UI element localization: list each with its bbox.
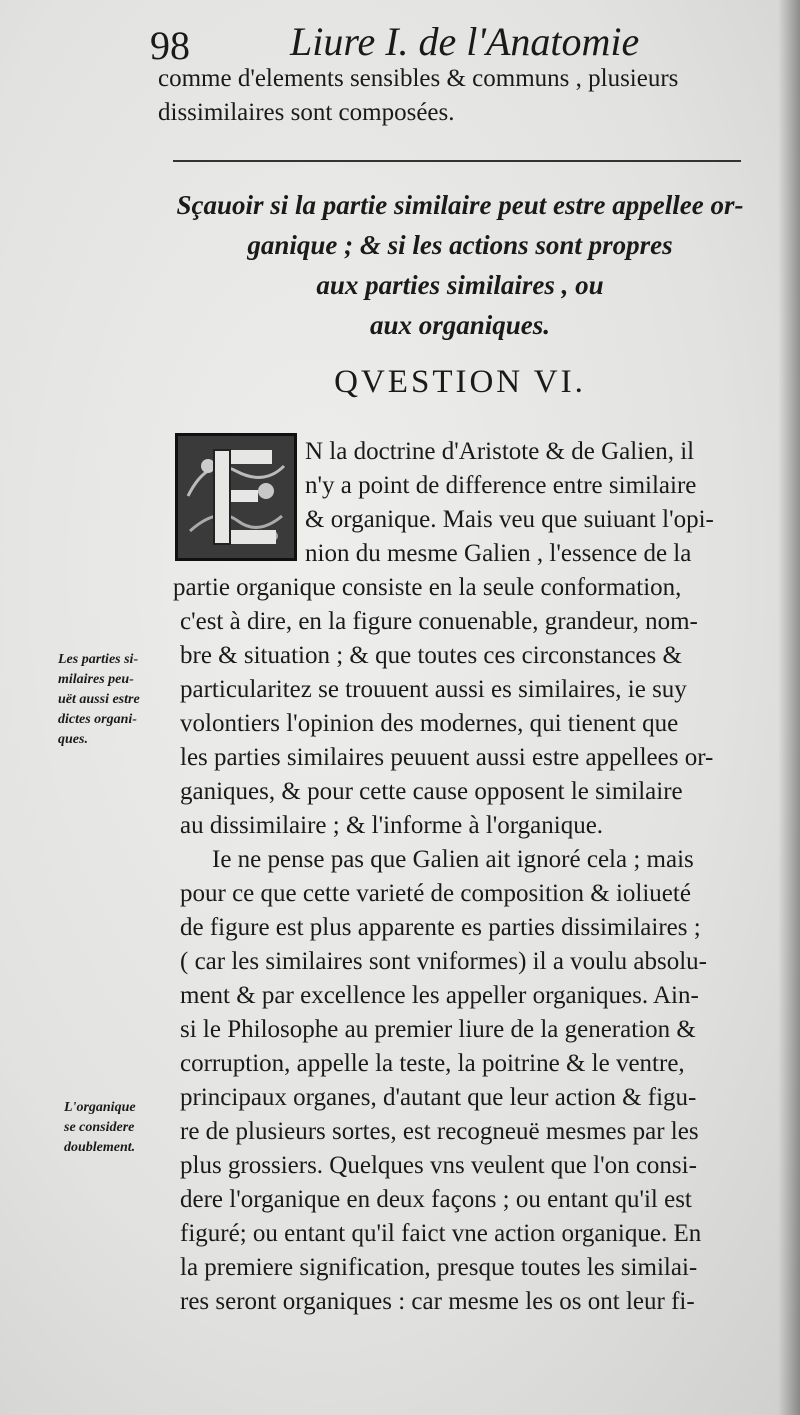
margin-note-line: doublement. <box>64 1140 136 1155</box>
margin-note-line: dictes organi- <box>58 712 137 727</box>
body-line: nion du mesme Galien , l'essence de la <box>305 540 692 567</box>
heading-line: Sçauoir si la partie similaire peut estre appellee or- <box>176 190 744 220</box>
page-gutter-shadow <box>778 0 800 1415</box>
heading-line: ganique ; & si les actions sont propres <box>247 230 673 260</box>
heading-line: aux parties similaires , ou <box>316 270 604 300</box>
heading-line: aux organiques. <box>369 310 551 340</box>
body-line: dere l'organique en deux façons ; ou entant qu'il est <box>180 1186 692 1213</box>
body-line: au dissimilaire ; & l'informe à l'organique. <box>180 812 604 839</box>
question-heading <box>170 185 750 345</box>
margin-note-organic <box>64 1098 184 1158</box>
body-line: bre & situation ; & que toutes ces circonstances & <box>180 642 682 669</box>
body-line: res seront organiques : car mesme les os ont leur fi- <box>180 1288 695 1315</box>
section-divider <box>173 160 741 162</box>
body-line: de figure est plus apparente es parties dissimilaires ; <box>180 914 701 941</box>
floral-initial-icon <box>178 436 294 558</box>
body-line: partie organique consiste en la seule conformation, <box>173 574 682 601</box>
body-line: & organique. Mais veu que suiuant l'opi- <box>305 506 714 533</box>
body-line: ment & par excellence les appeller organiques. Ain- <box>180 982 699 1009</box>
running-title: Liure I. de l'Anatomie <box>290 19 640 64</box>
margin-note-line: Les parties si- <box>58 652 139 667</box>
ornamental-initial-e <box>175 433 297 561</box>
body-line: particularitez se trouuent aussi es similaires, ie suy <box>180 676 687 703</box>
margin-note-line: milaires peu- <box>58 672 134 687</box>
body-line: plus grossiers. Quelques vns veulent que l'on consi- <box>180 1152 697 1179</box>
body-line: c'est à dire, en la figure conuenable, grandeur, nom- <box>180 608 698 635</box>
body-line: volontiers l'opinion des modernes, qui tienent que <box>180 710 679 737</box>
body-line: les parties similaires peuuent aussi estre appellees or- <box>180 744 714 771</box>
margin-note-line: ques. <box>58 732 88 747</box>
body-line: si le Philosophe au premier liure de la generation & <box>180 1016 696 1043</box>
carry-over-text: comme d'elements sensibles & communs , plusieurs dissimilaires sont composées. <box>158 65 679 126</box>
body-line: N la doctrine d'Aristote & de Galien, il <box>305 438 695 465</box>
margin-note-similar-parts <box>58 650 178 750</box>
body-line: n'y a point de difference entre similaire <box>305 472 697 499</box>
margin-note-line: uët aussi estre <box>58 692 140 707</box>
body-line: pour ce que cette varieté de composition & ioliueté <box>180 880 691 907</box>
margin-note-line: L'organique <box>64 1100 136 1115</box>
body-line: ganiques, & pour cette cause opposent le similaire <box>180 778 683 805</box>
body-line: re de plusieurs sortes, est recogneuë mesmes par les <box>180 1118 699 1145</box>
page-number: 98 <box>150 23 190 68</box>
body-line: Ie ne pense pas que Galien ait ignoré cela ; mais <box>212 846 694 873</box>
body-line: principaux organes, d'autant que leur action & figu- <box>180 1084 697 1111</box>
margin-note-line: se considere <box>64 1120 135 1135</box>
body-line: figuré; ou entant qu'il faict vne action organique. En <box>180 1220 702 1247</box>
body-line: corruption, appelle la teste, la poitrine & le ventre, <box>180 1050 685 1077</box>
body-line: la premiere signification, presque toutes les similai- <box>180 1254 698 1281</box>
body-line: ( car les similaires sont vniformes) il a voulu absolu- <box>180 948 707 975</box>
question-number: QVESTION VI. <box>334 364 586 400</box>
